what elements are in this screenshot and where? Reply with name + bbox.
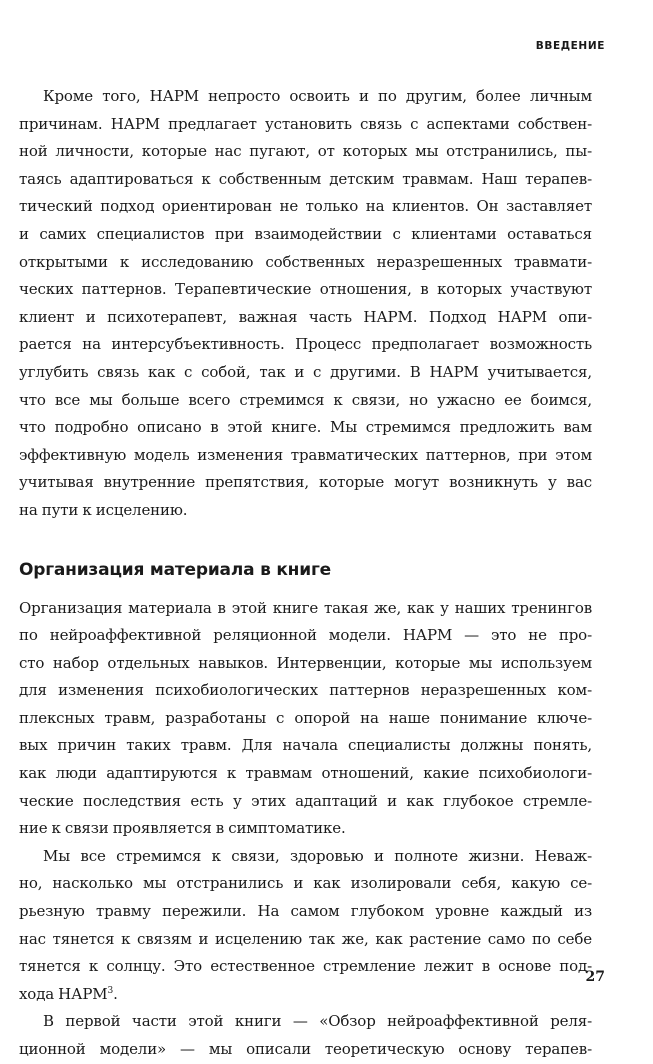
paragraph-line: что подробно описано в этой книге. Мы стремимся предложить вам [19, 418, 592, 437]
paragraph-line: причинам. НАРМ предлагает установить связь с аспектами собствен- [19, 114, 592, 133]
paragraph-line: тический подход ориентирован не только на клиентов. Он заставляет [19, 197, 592, 216]
paragraph-line: таясь адаптироваться к собственным детским травмам. Наш терапев- [19, 169, 592, 188]
paragraph-line: Организация материала в этой книге такая же, как у наших тренингов [19, 598, 592, 617]
section-heading: Организация материала в книге [19, 559, 331, 580]
paragraph-line: по нейроаффективной реляционной модели. НАРМ — это не про- [19, 626, 592, 645]
paragraph-3 [19, 843, 592, 1009]
footnote-reference[interactable]: 3 [107, 985, 114, 996]
paragraph-4 [19, 1008, 592, 1063]
paragraph-line: нас тянется к связям и исцелению так же, как растение само по себе [19, 929, 592, 948]
paragraph-line: тянется к солнцу. Это естественное стремление лежит в основе под- [19, 957, 592, 976]
paragraph-line: рается на интерсубъективность. Процесс предполагает возможность [19, 335, 592, 354]
paragraph-line: открытыми к исследованию собственных неразрешенных травмати- [19, 252, 592, 271]
paragraph-1 [19, 83, 592, 525]
paragraph-line: В первой части этой книги — «Обзор нейроаффективной реля- [43, 1012, 592, 1031]
paragraph-line: вых причин таких травм. Для начала специалисты должны понять, [19, 736, 592, 755]
paragraph-line-text: хода НАРМ [19, 984, 108, 1003]
paragraph-2 [19, 595, 592, 843]
paragraph-line: ческих паттернов. Терапевтические отношения, в которых участвуют [19, 280, 592, 299]
paragraph-line: эффективную модель изменения травматических паттернов, при этом [19, 445, 592, 464]
page-number: 27 [585, 969, 605, 985]
paragraph-line-end: . [113, 984, 118, 1003]
paragraph-line: ной личности, которые нас пугают, от которых мы отстранились, пы- [19, 142, 592, 161]
running-head: ВВЕДЕНИЕ [535, 40, 605, 52]
paragraph-line: сто набор отдельных навыков. Интервенции, которые мы используем [19, 653, 592, 672]
paragraph-line: для изменения психобиологических паттернов неразрешенных ком- [19, 681, 592, 700]
paragraph-line: клиент и психотерапевт, важная часть НАРМ. Подход НАРМ опи- [19, 307, 592, 326]
paragraph-line: плексных травм, разработаны с опорой на наше понимание ключе- [19, 708, 592, 727]
paragraph-line: учитывая внутренние препятствия, которые могут возникнуть у вас [19, 473, 592, 492]
paragraph-line: ционной модели» — мы описали теоретическую основу терапев- [19, 1040, 592, 1058]
paragraph-line: рьезную травму пережили. На самом глубоком уровне каждый из [19, 902, 592, 921]
paragraph-line: Кроме того, НАРМ непросто освоить и по другим, более личным [43, 87, 592, 105]
page-body [19, 83, 592, 1064]
paragraph-line-with-footnote [19, 981, 592, 1009]
paragraph-line: как люди адаптируются к травмам отношений, какие психобиологи- [19, 764, 592, 783]
paragraph-line: но, насколько мы отстранились и как изолировали себя, какую се- [19, 874, 592, 893]
paragraph-line: углубить связь как с собой, так и с другими. В НАРМ учитывается, [19, 362, 592, 381]
paragraph-line: ние к связи проявляется в симптоматике. [19, 819, 346, 838]
paragraph-line: и самих специалистов при взаимодействии с клиентами оставаться [19, 224, 592, 243]
paragraph-line: на пути к исцелению. [19, 500, 188, 519]
paragraph-line: ческие последствия есть у этих адаптаций и как глубокое стремле- [19, 791, 592, 810]
paragraph-line: Мы все стремимся к связи, здоровью и полноте жизни. Неваж- [43, 846, 592, 865]
paragraph-line: что все мы больше всего стремимся к связи, но ужасно ее боимся, [19, 390, 592, 409]
